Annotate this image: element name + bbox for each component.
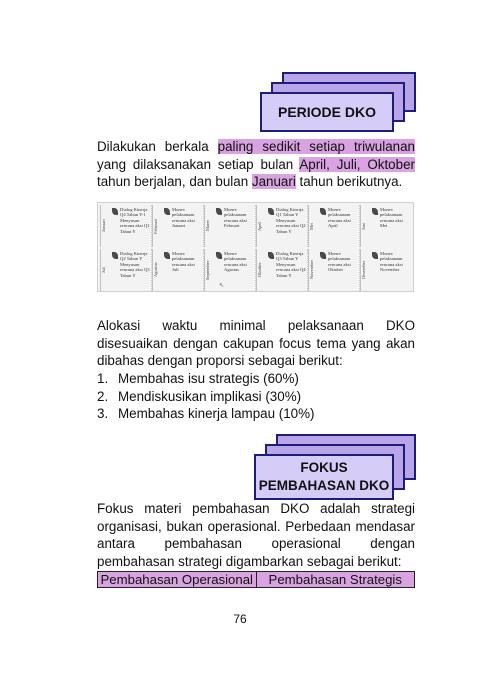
table-header-operasional: Pembahasan Operasional [100, 572, 253, 587]
fokus-pembahasan-banner [254, 434, 424, 502]
calendar-activity: Monev pelaksanaan rencana aksi Mei [380, 207, 403, 229]
highlight-months: April, Juli, Oktober [299, 156, 415, 172]
cursor-icon: ↖ [219, 283, 225, 289]
calendar-activity: Dialog Kinerja Q2 Tahun Y [120, 251, 148, 262]
calendar-month-label: Desember [360, 249, 370, 291]
calendar-activity: Monev pelaksanaan rencana aksi Juli [172, 251, 195, 273]
fokus-title-line-2: PEMBAHASAN DKO [258, 478, 390, 493]
alokasi-paragraph: Alokasi waktu minimal pelaksanaan DKO disesuaikan dengan cakupan focus tema yang akan dibahas dengan proporsi sebagai berikut: [97, 318, 415, 369]
calendar-month-label: Juli [100, 249, 110, 291]
calendar-cell [152, 205, 204, 247]
dko-calendar-figure [97, 202, 414, 292]
list-item [97, 370, 417, 388]
periode-dko-title [260, 92, 394, 132]
highlight-triwulanan: paling sedikit setiap triwulanan [217, 139, 415, 154]
calendar-activity: Monev pelaksanaan rencana aksi Agustus [224, 251, 247, 273]
calendar-cell [256, 249, 308, 291]
calendar-month-label: April [256, 205, 266, 247]
calendar-cell-text [328, 251, 358, 291]
calendar-activity: Monev pelaksanaan rencana aksi Januari [172, 207, 195, 229]
calendar-cell-text [224, 207, 254, 247]
calendar-cell [360, 249, 411, 291]
calendar-cell-text [172, 251, 202, 291]
calendar-month-label: Oktober [256, 249, 266, 291]
periode-text-1: Dilakukan berkala [97, 139, 218, 154]
calendar-cell-text [276, 251, 306, 291]
leaf-icon [164, 208, 170, 215]
periode-dko-banner [260, 72, 420, 134]
calendar-month-label: September [204, 249, 214, 291]
leaf-icon [320, 208, 326, 215]
calendar-cell [204, 205, 256, 247]
list-item-text: Membahas isu strategis (60%) [118, 371, 299, 386]
proporsi-list [97, 370, 417, 423]
page-number: 76 [233, 612, 247, 626]
list-item-number: 3. [97, 406, 109, 422]
list-item [97, 405, 417, 423]
calendar-cell-text [380, 251, 410, 291]
calendar-activity: Dialog Kinerja Q3 Tahun Y [276, 251, 304, 262]
calendar-month-label: Januari [100, 205, 110, 247]
leaf-icon [372, 252, 378, 259]
comparison-table-header [97, 571, 415, 588]
calendar-activity: Menyusun rencana aksi Q3 Tahun Y [120, 261, 150, 278]
calendar-month-label: Agustus [152, 249, 162, 291]
calendar-cell-text [276, 207, 306, 247]
calendar-activity: Menyusun rencana aksi Q1 Tahun Y [120, 217, 150, 234]
calendar-cell [308, 249, 360, 291]
leaf-icon [164, 252, 170, 259]
leaf-icon [216, 252, 222, 259]
calendar-activity: Menyusun rencana aksi Q2 Tahun Y [276, 217, 306, 234]
calendar-cell-text [120, 251, 150, 291]
leaf-icon [268, 252, 274, 259]
periode-text-4: tahun berikutnya. [295, 174, 403, 190]
calendar-activity: Monev pelaksanaan rencana aksi Februari [224, 207, 247, 229]
calendar-month-label: Februari [152, 205, 162, 247]
calendar-activity: Dialog Kinerja Q4 Tahun Y-1 [120, 207, 148, 218]
calendar-cell [100, 249, 152, 291]
periode-paragraph [97, 138, 415, 191]
fokus-paragraph: Fokus materi pembahasan DKO adalah strategi organisasi, bukan operasional. Perbedaan mendasar antara pembahasan operasional dengan pembahasan strategi digambarkan sebagai berikut: [97, 501, 415, 569]
calendar-cell-text [172, 207, 202, 247]
calendar-cell [152, 249, 204, 291]
calendar-row-1 [100, 205, 411, 247]
calendar-month-label: November [308, 249, 318, 291]
calendar-month-label: Maret [204, 205, 214, 247]
periode-text-2: yang dilaksanakan setiap bulan [97, 156, 300, 172]
periode-dko-title-text: PERIODE DKO [277, 104, 376, 120]
table-header-strategis: Pembahasan Strategis [256, 572, 415, 587]
calendar-cell-text [380, 207, 410, 247]
calendar-activity: Monev pelaksanaan rencana aksi April [328, 207, 351, 229]
calendar-cell [100, 205, 152, 247]
calendar-row-2 [100, 249, 411, 291]
calendar-activity: Monev pelaksanaan rencana aksi Oktober [328, 251, 351, 273]
periode-text-3: tahun berjalan, dan bulan [97, 174, 252, 190]
calendar-month-label: Mei [308, 205, 318, 247]
calendar-activity: Menyusun rencana aksi Q4 Tahun Y [276, 261, 306, 278]
list-item-number: 2. [97, 388, 109, 404]
list-item-number: 1. [97, 371, 109, 386]
calendar-cell [256, 205, 308, 247]
calendar-cell-text [224, 251, 254, 291]
calendar-cell [308, 205, 360, 247]
calendar-cell [204, 249, 256, 291]
calendar-month-label: Juni [360, 205, 370, 247]
calendar-activity: Dialog Kinerja Q1 Tahun Y [276, 207, 304, 218]
list-item [97, 388, 417, 406]
leaf-icon [372, 208, 378, 215]
list-item-text: Mendiskusikan implikasi (30%) [118, 388, 302, 404]
fokus-title-line-1: FOKUS [300, 460, 348, 475]
leaf-icon [320, 252, 326, 259]
leaf-icon [112, 208, 118, 215]
leaf-icon [268, 208, 274, 215]
calendar-cell-text [120, 207, 150, 247]
calendar-cell-text [328, 207, 358, 247]
list-item-text: Membahas kinerja lampau (10%) [118, 406, 315, 422]
fokus-pembahasan-title [254, 454, 394, 500]
leaf-icon [112, 252, 118, 259]
calendar-cell [360, 205, 411, 247]
highlight-januari: Januari [251, 174, 296, 190]
leaf-icon [216, 208, 222, 215]
calendar-activity: Monev pelaksanaan rencana aksi November [380, 251, 403, 273]
